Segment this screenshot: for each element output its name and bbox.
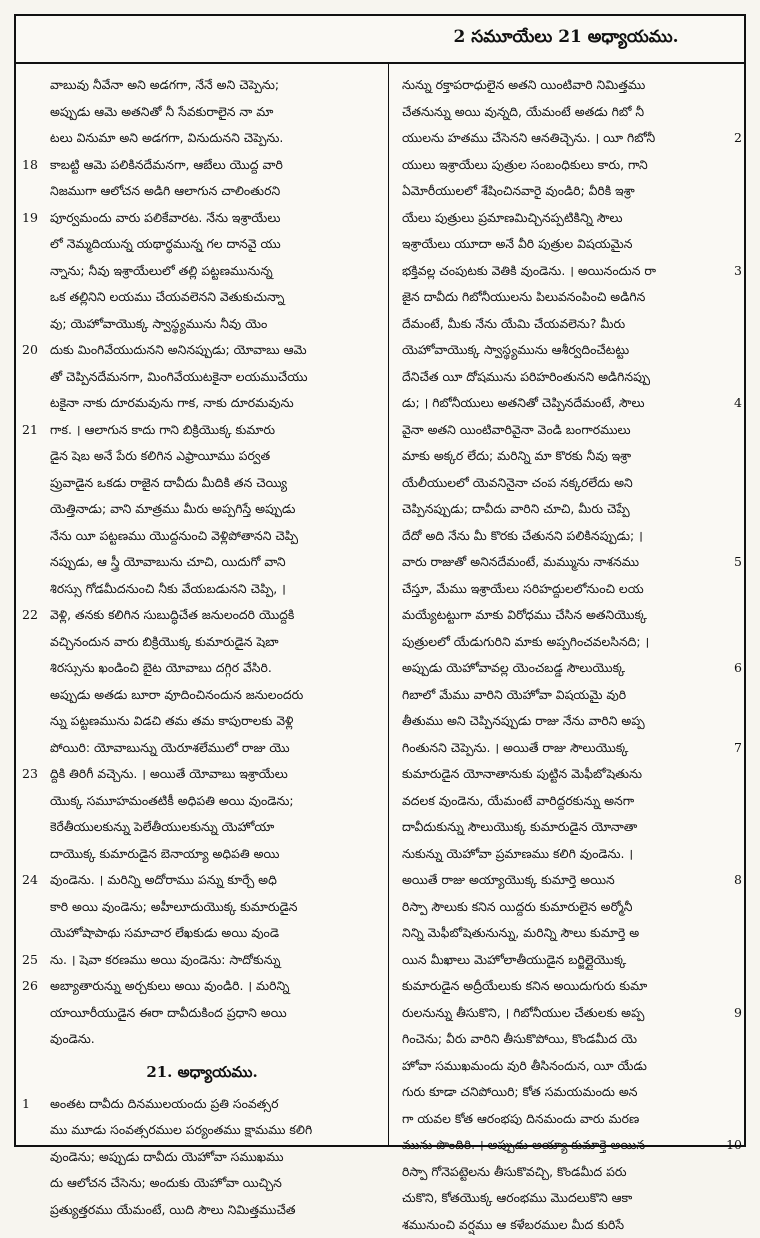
- line-text: అంతట దావీదు దినములయందు ప్రతి సంవత్సర: [22, 1091, 382, 1118]
- text-line: [396, 867, 742, 894]
- line-text: ద్దికి తిరిగీ వచ్చెను. । అయితే యోవాబు ఇశ్రాయేలు: [22, 761, 382, 788]
- text-line: [22, 655, 382, 682]
- text-line: [396, 1079, 742, 1106]
- text-line: [396, 417, 742, 444]
- verse-number: 8: [722, 867, 742, 894]
- text-line: [396, 390, 742, 417]
- line-text: ము మూడు సంవత్సరముల పర్యంతము క్షామము కలిగి: [22, 1117, 382, 1144]
- line-text: అయితే రాజు అయ్యాయొక్క కుమార్తె అయిన: [396, 867, 742, 894]
- text-line: [22, 231, 382, 258]
- line-text: గించెను; వీరు వారిని తీసుకొపోయి, కొండమీద యె: [396, 1026, 742, 1053]
- text-line: [396, 178, 742, 205]
- text-line: [22, 258, 382, 285]
- line-text: యేలు పుత్రులు ప్రమాణమిచ్చినప్పటికిన్ని సౌలు: [396, 205, 742, 232]
- line-text: పోయిరి: యోవాబున్ను యెరూశలేములో రాజు యొ: [22, 735, 382, 762]
- line-text: యులు ఇశ్రాయేలు పుత్రుల సంబంధికులు కారు, గాని: [396, 152, 742, 179]
- text-line: [22, 1144, 382, 1171]
- line-text: కాబట్టి ఆమె పలికినదేమనగా, ఆబేలు యొద్ద వారి: [22, 152, 382, 179]
- line-text: ఏమోరీయులలో శేషించినవారై వుండిరి; వీరికి ఇశ్రా: [396, 178, 742, 205]
- line-text: శిరస్సు గోడమీదనుంచి నీకు వేయబడునని చెప్పి, ।: [22, 576, 382, 603]
- verse-number: 20: [22, 337, 48, 364]
- text-line: [22, 682, 382, 709]
- text-line: [22, 973, 382, 1000]
- text-line: [396, 947, 742, 974]
- line-text: వైనా అతని యింటివారివైనా వెండి బంగారములు: [396, 417, 742, 444]
- line-text: నుకున్ను యెహోవా ప్రమాణము కలిగి వుండెను. ।: [396, 841, 742, 868]
- line-text: టకైనా నాకు దూరమవును గాక, నాకు దూరమవును: [22, 390, 382, 417]
- line-text: నేను యీ పట్టణము యొద్దనుంచి వెళ్లిపోతానని చెప్పి: [22, 523, 382, 550]
- text-line: [22, 1026, 382, 1053]
- line-text: యెహోవాయొక్క స్వాస్థ్యమును ఆశీర్వదించేటట్టు: [396, 337, 742, 364]
- line-text: ప్రత్యుత్తరము యేమంటే, యిది సౌలు నిమిత్తముచేత: [22, 1197, 382, 1224]
- right-column: [396, 72, 742, 1238]
- line-text: చుకొని, కోతయొక్క ఆరంభము మొదలుకొని ఆకా: [396, 1185, 742, 1212]
- text-line: [22, 523, 382, 550]
- text-line: [22, 602, 382, 629]
- text-line: [22, 284, 382, 311]
- text-line: [22, 152, 382, 179]
- line-text: గింతునని చెప్పెను. । అయితే రాజు సౌలుయొక్క: [396, 735, 742, 762]
- line-text: మును పొందిరి. । అప్పుడు అయ్యా కుమార్తె అయిన: [396, 1132, 742, 1159]
- line-text: న్నాను; నీవు ఇశ్రాయేలులో తల్లి పట్టణమునున్న: [22, 258, 382, 285]
- text-line: [22, 99, 382, 126]
- text-line: [396, 311, 742, 338]
- line-text: పుత్రులలో యేడుగురిని మాకు అప్పగించవలసినది; ।: [396, 629, 742, 656]
- line-text: వదలక వుండెను, యేమంటే వారిద్దరకున్ను అనగా: [396, 788, 742, 815]
- verse-number: 18: [22, 152, 48, 179]
- verse-number: 19: [22, 205, 48, 232]
- text-line: [22, 1091, 382, 1118]
- text-line: [22, 1000, 382, 1027]
- text-line: [22, 1197, 382, 1224]
- verse-number: 23: [22, 761, 48, 788]
- text-line: [22, 894, 382, 921]
- line-text: వుండెను.: [22, 1026, 382, 1053]
- line-text: రిస్పా సౌలుకు కనిన యిద్దరు కుమారులైన అర్మోనీ: [396, 894, 742, 921]
- text-line: [22, 205, 382, 232]
- verse-number: 6: [722, 655, 742, 682]
- line-text: వచ్చినందున వారు బిక్రియొక్క కుమారుడైన షెబా: [22, 629, 382, 656]
- line-text: కుమారుడైన అద్రీయేలుకు కనిన అయిదుగురు కుమా: [396, 973, 742, 1000]
- line-text: ప్రువాడైన ఒకడు రాజైన దావీదు మీదికి తన చెయ్యి: [22, 470, 382, 497]
- text-line: [396, 920, 742, 947]
- text-line: [396, 1159, 742, 1186]
- column-divider: [388, 64, 389, 1145]
- line-text: వాబువు నీవేనా అని అడగగా, నేనే అని చెప్పెను;: [22, 72, 382, 99]
- line-text: గాక. । ఆలాగున కాదు గాని బిక్రియొక్క కుమారు: [22, 417, 382, 444]
- line-text: పూర్వమందు వారు పలికేవారట. నేను ఇశ్రాయేలు: [22, 205, 382, 232]
- verse-number: 5: [722, 549, 742, 576]
- line-text: చేతనున్ను అయి వున్నది, యేమంటే అతడు గిబో నీ: [396, 99, 742, 126]
- text-line: [22, 72, 382, 99]
- text-line: [396, 99, 742, 126]
- text-line: [396, 496, 742, 523]
- verse-number: 3: [722, 258, 742, 285]
- text-line: [22, 417, 382, 444]
- text-line: [22, 735, 382, 762]
- text-line: [396, 364, 742, 391]
- text-line: [396, 602, 742, 629]
- line-text: కారి అయి వుండెను; అహీలూదుయొక్క కుమారుడైన: [22, 894, 382, 921]
- line-text: డు; । గిబోనీయులు అతనితో చెప్పినదేమంటే, సౌలు: [396, 390, 742, 417]
- verse-number: 4: [722, 390, 742, 417]
- text-line: [22, 629, 382, 656]
- chapter-heading: 21. అధ్యాయము.: [22, 1053, 382, 1091]
- line-text: యొక్క సమూహమంతటికీ అధిపతి అయి వుండెను;: [22, 788, 382, 815]
- text-line: [396, 1212, 742, 1238]
- verse-number: 22: [22, 602, 48, 629]
- line-text: న్ను పట్టణమును విడచి తమ తమ కాపురాలకు వెళ్లి: [22, 708, 382, 735]
- line-text: గురు కూడా చనిపోయిరి; కోత సమయమందు అన: [396, 1079, 742, 1106]
- text-line: [396, 1053, 742, 1080]
- text-line: [396, 841, 742, 868]
- text-line: [396, 735, 742, 762]
- line-text: గా యవల కోత ఆరంభపు దినమందు వారు మరణ: [396, 1106, 742, 1133]
- text-line: [396, 576, 742, 603]
- left-column-verses-b: [22, 1091, 382, 1224]
- verse-number: 1: [22, 1091, 48, 1118]
- text-line: [396, 337, 742, 364]
- text-line: [396, 682, 742, 709]
- page-header: [16, 16, 744, 64]
- verse-number: 21: [22, 417, 48, 444]
- line-text: నిన్ని మెఫీబోషెతునున్ను, మరిన్ని సౌలు కుమార్తె అ: [396, 920, 742, 947]
- text-line: [396, 894, 742, 921]
- text-line: [396, 258, 742, 285]
- line-text: యిన మీఖాలు మెహోలాతీయుడైన బర్జిల్లైయొక్క: [396, 947, 742, 974]
- text-line: [396, 523, 742, 550]
- line-text: చేస్తూ, మేము ఇశ్రాయేలు సరిహద్దులలోనుంచి లయ: [396, 576, 742, 603]
- text-line: [396, 152, 742, 179]
- text-line: [22, 761, 382, 788]
- line-text: వుండెను; అప్పుడు దావీదు యెహోవా సముఖము: [22, 1144, 382, 1171]
- text-line: [22, 841, 382, 868]
- text-line: [396, 231, 742, 258]
- text-line: [22, 364, 382, 391]
- line-text: మాకు అక్కర లేదు; మరిన్ని మా కొరకు నీవు ఇశ్రా: [396, 443, 742, 470]
- text-line: [22, 443, 382, 470]
- line-text: తో చెప్పినదేమనగా, మింగివేయుటకైనా లయముచేయు: [22, 364, 382, 391]
- line-text: దు ఆలోచన చేసెను; అందుకు యెహోవా యిచ్చిన: [22, 1170, 382, 1197]
- verse-number: 10: [722, 1132, 742, 1159]
- text-line: [396, 814, 742, 841]
- left-column: [22, 72, 382, 1223]
- line-text: లో నెమ్మదియున్న యథార్థమున్న గల దానవై యు: [22, 231, 382, 258]
- text-line: [22, 867, 382, 894]
- text-line: [396, 1000, 742, 1027]
- text-line: [396, 973, 742, 1000]
- text-line: [22, 496, 382, 523]
- text-line: [396, 205, 742, 232]
- text-line: [22, 311, 382, 338]
- verse-number: 7: [722, 735, 742, 762]
- line-text: కుమారుడైన యోనాతానుకు పుట్టిన మెఫీబోషెతును: [396, 761, 742, 788]
- verse-number: 9: [722, 1000, 742, 1027]
- bible-page: [14, 14, 746, 1147]
- text-line: [396, 1106, 742, 1133]
- line-text: ఇశ్రాయేలు యూదా అనే వీరి పుత్రుల విషయమైన: [396, 231, 742, 258]
- line-text: వెళ్లి, తనకు కలిగిన సుబుద్ధిచేత జనులందరి యొద్దకి: [22, 602, 382, 629]
- text-line: [396, 788, 742, 815]
- text-line: [396, 1185, 742, 1212]
- line-text: వారు రాజుతో అనినదేమంటే, మమ్మును నాశనము: [396, 549, 742, 576]
- line-text: తీతుము అని చెప్పినప్పుడు రాజు నేను వారిని అప్ప: [396, 708, 742, 735]
- line-text: నిజముగా ఆలోచన అడిగి ఆలాగున చాలింతురని: [22, 178, 382, 205]
- line-text: అబ్యాతారున్ను అర్చకులు అయి వుండిరి. । మరిన్ని: [22, 973, 382, 1000]
- line-text: దేమంటే, మీకు నేను యేమి చేయవలెను? మీరు: [396, 311, 742, 338]
- line-text: అప్పుడు అతడు బూరా వూదించినందున జనులందరు: [22, 682, 382, 709]
- line-text: శిరస్సును ఖండించి బైట యోవాబు దగ్గిర వేసిరి.: [22, 655, 382, 682]
- line-text: చెప్పినప్పుడు; దావీదు వారిని చూచి, మీరు చెప్పే: [396, 496, 742, 523]
- line-text: దావీదుకున్ను సౌలుయొక్క కుమారుడైన యోనాతా: [396, 814, 742, 841]
- line-text: నప్పుడు, ఆ స్త్రీ యోవాబును చూచి, యిదుగో వాని: [22, 549, 382, 576]
- line-text: నున్ను రక్తాపరాధులైన అతని యింటివారి నిమిత్తము: [396, 72, 742, 99]
- text-line: [396, 708, 742, 735]
- line-text: టలు వినుమా అని అడగగా, వినుదునని చెప్పెను.: [22, 125, 382, 152]
- line-text: యెత్తినాడు; వాని మాత్రము మీరు అప్పగిస్తే అప్పుడు: [22, 496, 382, 523]
- text-line: [396, 284, 742, 311]
- verse-number: 25: [22, 947, 48, 974]
- text-line: [22, 178, 382, 205]
- line-text: డైన షెబ అనే పేరు కలిగిన ఎఫ్రాయీము పర్వత: [22, 443, 382, 470]
- text-line: [22, 549, 382, 576]
- text-line: [22, 708, 382, 735]
- line-text: దాయొక్క కుమారుడైన బెనాయ్యా అధిపతి అయి: [22, 841, 382, 868]
- text-line: [396, 125, 742, 152]
- line-text: యాయీరీయుడైన ఈరా దావీదుకింద ప్రధాని అయి: [22, 1000, 382, 1027]
- line-text: జైన దావీదు గిబోనీయులను పిలువనంపించి అడిగిన: [396, 284, 742, 311]
- text-line: [22, 576, 382, 603]
- line-text: యెహోషాపాథు సమాచార లేఖకుడు అయి వుండె: [22, 920, 382, 947]
- line-text: కెరేతీయులకున్ను పెలేతీయులకున్ను యెహోయా: [22, 814, 382, 841]
- text-line: [22, 337, 382, 364]
- text-line: [22, 814, 382, 841]
- text-line: [396, 470, 742, 497]
- line-text: వుండెను. । మరిన్ని అదోరాము పన్ను కూర్చే అధి: [22, 867, 382, 894]
- text-line: [22, 947, 382, 974]
- line-text: హోవా సముఖమందు వురి తీసినందున, యీ యేడు: [396, 1053, 742, 1080]
- text-line: [396, 761, 742, 788]
- text-line: [396, 443, 742, 470]
- line-text: శమునుంచి వర్షము ఆ కళేబరముల మీద కురిసే: [396, 1212, 742, 1238]
- text-line: [396, 72, 742, 99]
- line-text: వు; యెహోవాయొక్క స్వాస్థ్యమును నీవు యెం: [22, 311, 382, 338]
- text-line: [22, 1170, 382, 1197]
- text-line: [396, 629, 742, 656]
- line-text: ను. । షెవా కరణము అయి వుండెను: సాదోకున్ను: [22, 947, 382, 974]
- line-text: దుకు మింగివేయుదునని అనినప్పుడు; యోవాబు ఆమె: [22, 337, 382, 364]
- text-line: [396, 1026, 742, 1053]
- left-column-verses-a: [22, 72, 382, 1053]
- line-text: దేదో అది నేను మీ కొరకు చేతునని పలికినప్పుడు; ।: [396, 523, 742, 550]
- text-line: [396, 549, 742, 576]
- text-line: [396, 655, 742, 682]
- line-text: భక్తివల్ల చంపుటకు వెతికి వుండెను. । అయినందున రా: [396, 258, 742, 285]
- line-text: రిస్పా గోనెపట్టెలను తీసుకొవచ్చి, కొండమీద పరు: [396, 1159, 742, 1186]
- line-text: గిబాలో మేము వారిని యెహోవా విషయమై వురి: [396, 682, 742, 709]
- line-text: దేనిచేత యీ దోషమును పరిహరింతునని అడిగినప్పు: [396, 364, 742, 391]
- text-line: [22, 788, 382, 815]
- text-line: [396, 1132, 742, 1159]
- line-text: ఒక తల్లినిని లయము చేయవలెనని వెతుకుచున్నా: [22, 284, 382, 311]
- line-text: యేలీయులలో యెవనినైనా చంప నక్కరలేదు అని: [396, 470, 742, 497]
- text-line: [22, 390, 382, 417]
- line-text: రులనున్ను తీసుకొని, । గిబోనీయుల చేతులకు అప్ప: [396, 1000, 742, 1027]
- text-line: [22, 125, 382, 152]
- line-text: అప్పుడు యెహోవావల్ల యెంచబడ్డ సౌలుయొక్క: [396, 655, 742, 682]
- line-text: యులను హతము చేసెనని ఆనతిచ్చెను. । యీ గిబోనీ: [396, 125, 742, 152]
- text-line: [22, 470, 382, 497]
- line-text: మయ్యేటట్టుగా మాకు విరోధము చేసిన అతనియొక్క: [396, 602, 742, 629]
- verse-number: 24: [22, 867, 48, 894]
- right-column-verses: [396, 72, 742, 1238]
- page-title: 2 సమూయేలు 21 అధ్యాయము.: [388, 27, 744, 51]
- text-line: [22, 1117, 382, 1144]
- text-line: [22, 920, 382, 947]
- verse-number: 2: [722, 125, 742, 152]
- verse-number: 26: [22, 973, 48, 1000]
- line-text: అప్పుడు ఆమె అతనితో నీ సేవకురాలైన నా మా: [22, 99, 382, 126]
